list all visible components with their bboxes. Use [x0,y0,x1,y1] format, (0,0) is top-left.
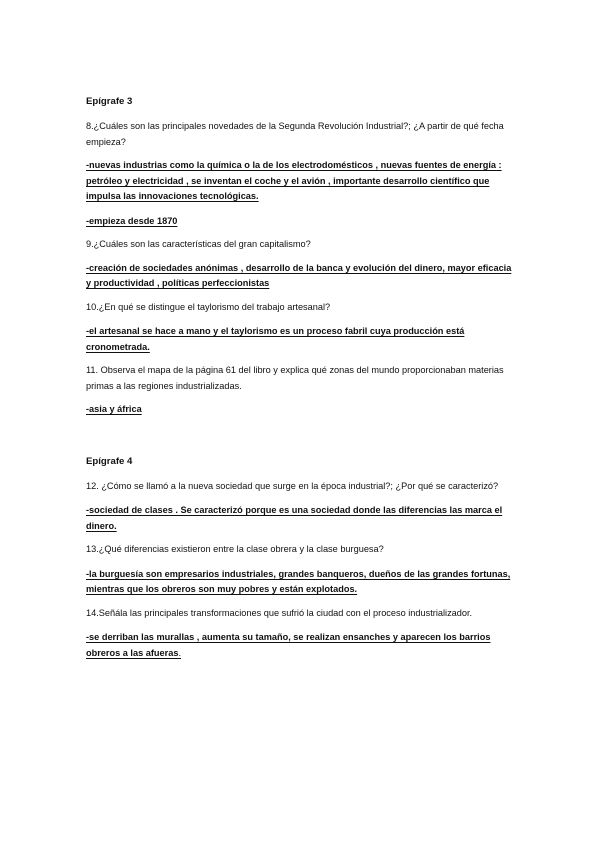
section-heading-4: Epígrafe 4 [86,455,133,467]
question-13: 13.¿Qué diferencias existieron entre la clase obrera y la clase burguesa? [86,544,384,554]
question-12: 12. ¿Cómo se llamó a la nueva sociedad que surge en la época industrial?; ¿Por qué se caracterizó? [86,480,499,491]
question-14: 14.Señála las principales transformaciones que sufrió la ciudad con el proceso industrializador. [86,607,473,618]
answer-12: -sociedad de clases . Se caracterizó porque es una sociedad donde las diferencias las marca el dinero. [86,505,503,531]
document-page [86,96,516,661]
answer-9: -creación de sociedades anónimas , desarrollo de la banca y evolución del dinero, mayor eficacia y productividad , políticas perfeccionistas [86,262,512,288]
answer-8b: -empieza desde 1870 [86,215,178,226]
answer-14-tail: . [178,647,181,658]
answer-10: -el artesanal se hace a mano y el taylorismo es un proceso fabril cuya producción está cronometrada. [86,326,465,352]
answer-14 [86,630,516,661]
answer-14-main: -se derriban las murallas , aumenta su tamaño, se realizan ensanches y aparecen los barrios obreros a las afueras [86,632,491,658]
answer-8a: -nuevas industrias como la química o la de los electrodomésticos , nuevas fuentes de energía : petróleo y electricidad , se inventan el coche y el avión , importante desarrollo científico que impulsa las innovaciones tecnológicas. [86,160,502,201]
question-9: 9.¿Cuáles son las características del gran capitalismo? [86,239,311,249]
answer-13: -la burguesía son empresarios industriales, grandes banqueros, dueños de las grandes fortunas, mientras que los obreros son muy pobres y están explotados. [86,568,511,594]
question-11: 11. Observa el mapa de la página 61 del libro y explica qué zonas del mundo proporcionaban materias primas a las regiones industrializadas. [86,365,504,391]
answer-11: -asia y áfrica [86,404,142,414]
question-10: 10.¿En qué se distingue el taylorismo del trabajo artesanal? [86,301,331,312]
question-8: 8.¿Cuáles son las principales novedades de la Segunda Revolución Industrial?; ¿A partir de qué fecha empieza? [86,121,504,147]
section-heading-3: Epígrafe 3 [86,96,133,107]
